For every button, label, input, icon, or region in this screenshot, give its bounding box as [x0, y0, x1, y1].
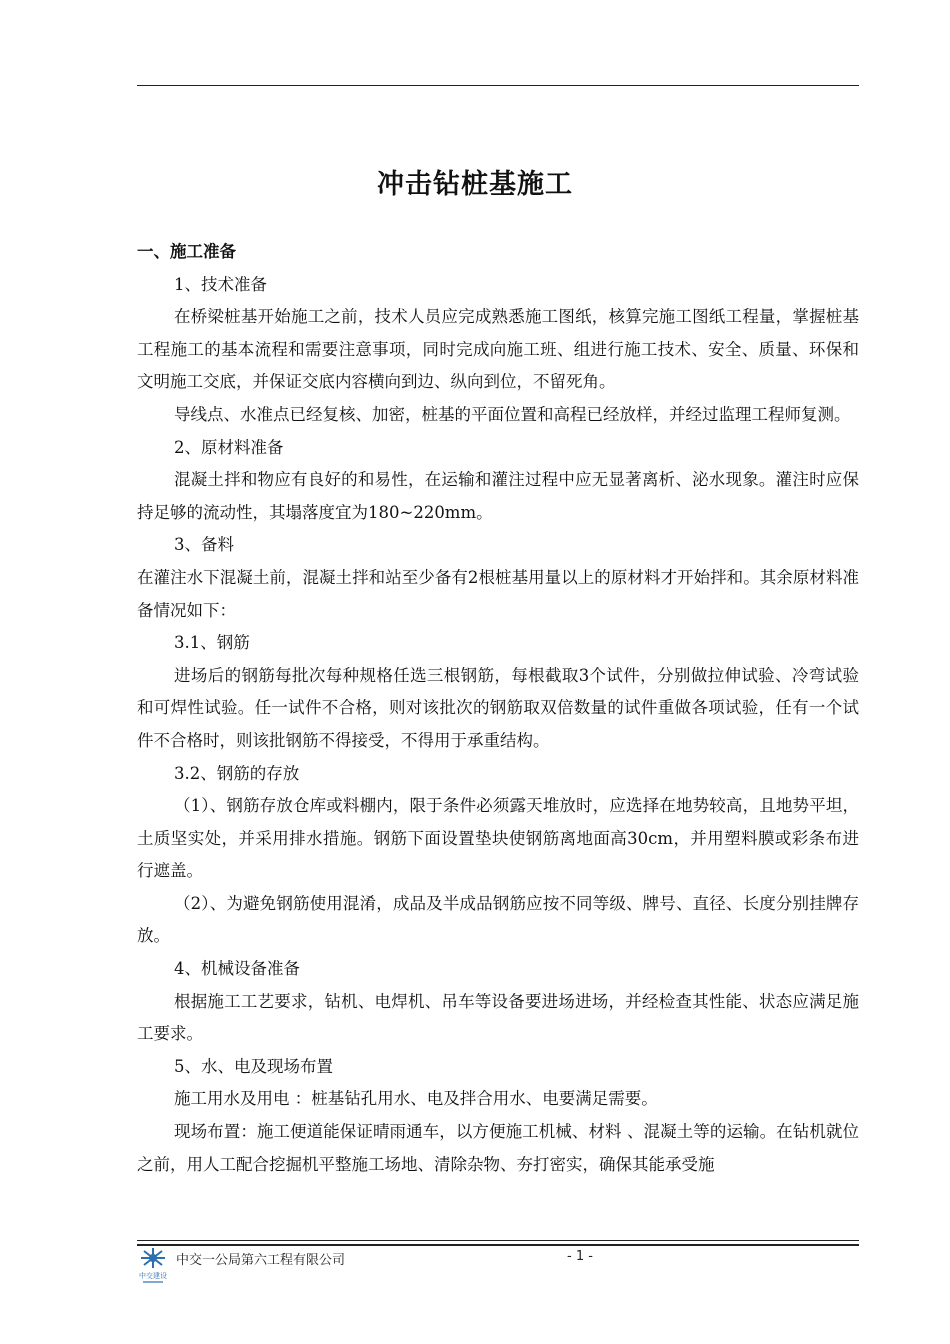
section-heading: 一、施工准备	[137, 242, 236, 261]
paragraph: （2）、为避免钢筋使用混淆，成品及半成品钢筋应按不同等级、牌号、直径、长度分别挂牌存放。	[137, 893, 859, 946]
document-body	[137, 236, 859, 1181]
paragraph: 4、机械设备准备	[174, 959, 300, 979]
footer-rule-thick	[137, 1244, 859, 1246]
paragraph: 施工用水及用电 ：桩基钻孔用水、电及拌合用水、电要满足需要。	[174, 1089, 658, 1109]
paragraph: 根据施工工艺要求，钻机、电焊机、吊车等设备要进场进场，并经检查其性能、状态应满足施工要求。	[137, 991, 859, 1044]
document-title: 冲击钻桩基施工	[377, 169, 573, 200]
footer-rule-thin	[137, 1240, 859, 1241]
paragraph: 进场后的钢筋每批次每种规格任选三根钢筋，每根截取3个试件，分别做拉伸试验、冷弯试验和可焊性试验。任一试件不合格，则对该批次的钢筋取双倍数量的试件重做各项试验，任有一个试件不合格时，则该批钢筋不得接受，不得用于承重结构。	[137, 665, 859, 750]
paragraph: 导线点、水准点已经复核、加密，桩基的平面位置和高程已经放样，并经过监理工程师复测。	[174, 404, 851, 424]
header-rule	[137, 85, 859, 86]
paragraph: 5、水、电及现场布置	[174, 1056, 333, 1076]
footer-page-number: - 1 -	[567, 1249, 593, 1264]
paragraph: 3.2、钢筋的存放	[174, 763, 300, 783]
paragraph: （1）、钢筋存放仓库或料棚内，限于条件必须露天堆放时，应选择在地势较高，且地势平坦，土质坚实处，并采用排水措施。钢筋下面设置垫块使钢筋离地面高30cm，并用塑料膜或彩条布进行遮盖。	[137, 796, 859, 881]
paragraph: 现场布置：施工便道能保证晴雨通车，以方便施工机械、材料 、混凝土等的运输。在钻机就位之前，用人工配合挖掘机平整施工场地、清除杂物、夯打密实，确保其能承受施	[137, 1122, 859, 1174]
paragraph: 2、原材料准备	[174, 437, 284, 457]
paragraph: 混凝土拌和物应有良好的和易性，在运输和灌注过程中应无显著离析、泌水现象。灌注时应保持足够的流动性，其塌落度宜为180~220mm。	[137, 470, 859, 522]
paragraph: 1、技术准备	[174, 274, 267, 294]
paragraph: 在桥梁桩基开始施工之前，技术人员应完成熟悉施工图纸，核算完施工图纸工程量，掌握桩基工程施工的基本流程和需要注意事项，同时完成向施工班、组进行施工技术、安全、质量、环保和文明施工交底，并保证交底内容横向到边、纵向到位，不留死角。	[137, 307, 859, 392]
paragraph: 3.1、钢筋	[174, 633, 250, 653]
company-logo-icon	[135, 1246, 171, 1286]
footer-company-name: 中交一公局第六工程有限公司	[176, 1253, 346, 1268]
paragraph: 在灌注水下混凝土前，混凝土拌和站至少备有2根桩基用量以上的原材料才开始拌和。其余原材料准备情况如下：	[137, 567, 859, 620]
logo-text: 中交建设	[139, 1272, 167, 1280]
paragraph: 3、备料	[174, 535, 234, 555]
